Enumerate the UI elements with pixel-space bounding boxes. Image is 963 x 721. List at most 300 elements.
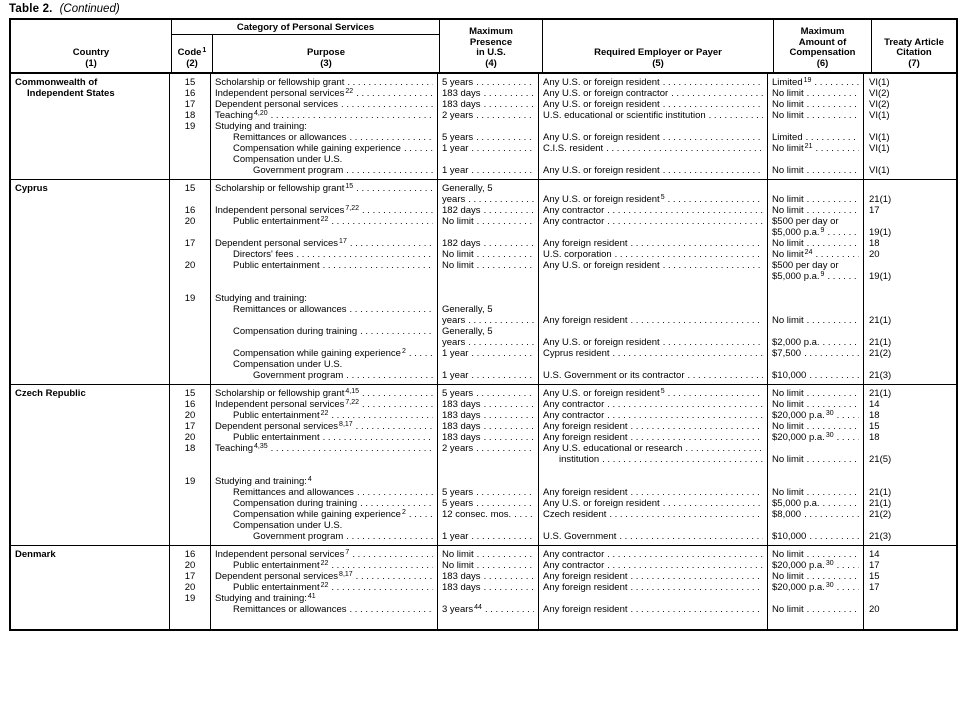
cell-text: VI(1)	[869, 132, 890, 143]
country-name	[11, 121, 169, 132]
leader-dots	[663, 132, 763, 143]
leader-dots	[663, 99, 763, 110]
compensation-cell	[768, 143, 863, 154]
cell-text: Any contractor	[543, 410, 605, 421]
purpose-cell	[211, 183, 437, 194]
compensation-cell	[768, 410, 863, 421]
cell-text: Any U.S. or foreign resident	[543, 498, 660, 509]
presence-header-l3: in U.S.	[476, 47, 506, 58]
cell-text: 15	[869, 421, 880, 432]
purpose-cell	[211, 326, 437, 337]
col-header-presence	[440, 20, 543, 72]
leader-dots	[350, 238, 433, 249]
col-header-purpose	[213, 35, 439, 72]
country-name	[11, 227, 169, 238]
compensation-cell	[768, 121, 863, 132]
country-name	[11, 326, 169, 337]
cell-text: No limit	[772, 454, 804, 465]
cell-text: Public entertainment	[233, 560, 320, 571]
leader-dots	[807, 549, 859, 560]
code-cell	[170, 520, 210, 531]
compensation-cell	[768, 560, 863, 571]
leader-dots	[685, 443, 763, 454]
country-name	[11, 476, 169, 487]
cell-text: No limit	[772, 110, 804, 121]
payer-cell	[539, 154, 767, 165]
cell-text: Dependent personal services	[215, 238, 339, 249]
cell-text: 5 years	[442, 487, 474, 498]
code-cell	[170, 249, 210, 260]
country-name	[11, 399, 169, 410]
leader-dots	[331, 410, 433, 421]
cell-text: Public entertainment	[233, 216, 320, 227]
code-cell	[170, 110, 210, 121]
cell-text: No limit	[772, 399, 804, 410]
country-section	[11, 179, 956, 384]
country-name	[11, 271, 169, 282]
citation-cell	[864, 454, 956, 465]
payer-cell	[539, 205, 767, 216]
leader-dots	[362, 399, 433, 410]
country-name	[11, 410, 169, 421]
presence-cell	[438, 271, 538, 282]
leader-dots	[296, 249, 433, 260]
leader-dots	[804, 509, 859, 520]
leader-dots	[823, 498, 859, 509]
col-compensation	[768, 385, 864, 545]
cell-text: U.S. Government	[543, 531, 617, 542]
cell-text: Any U.S. or foreign resident	[543, 337, 660, 348]
code-cell	[170, 99, 210, 110]
purpose-cell	[211, 88, 437, 99]
leader-dots	[814, 77, 859, 88]
footnote-superscript: 21	[804, 143, 813, 150]
compensation-cell	[768, 432, 863, 443]
cell-text: 20	[869, 249, 880, 260]
compensation-cell	[768, 260, 863, 271]
leader-dots	[809, 531, 859, 542]
presence-cell	[438, 194, 538, 205]
cell-text: Directors' fees	[233, 249, 294, 260]
cell-text: 20	[184, 582, 196, 593]
cell-text: Any U.S. or foreign resident	[543, 132, 660, 143]
col-code	[170, 546, 211, 629]
purpose-cell	[211, 560, 437, 571]
cell-text: U.S. Government or its contractor	[543, 370, 685, 381]
citation-cell	[864, 509, 956, 520]
presence-cell	[438, 454, 538, 465]
citation-cell	[864, 399, 956, 410]
purpose-cell	[211, 337, 437, 348]
cell-text: Cyprus	[15, 183, 48, 194]
purpose-cell	[211, 132, 437, 143]
citation-cell	[864, 359, 956, 370]
citation-header-l2: Citation	[896, 47, 932, 58]
code-cell	[170, 304, 210, 315]
citation-cell	[864, 121, 956, 132]
col-payer	[539, 546, 768, 629]
compensation-cell	[768, 593, 863, 604]
compensation-cell	[768, 531, 863, 542]
compensation-cell	[768, 582, 863, 593]
code-cell	[170, 154, 210, 165]
cell-text: 21(1)	[869, 194, 892, 205]
leader-dots	[346, 531, 433, 542]
leader-dots	[352, 549, 433, 560]
code-header-text: Code	[177, 46, 202, 58]
leader-dots	[484, 432, 534, 443]
cell-text: Public entertainment	[233, 432, 320, 443]
footnote-superscript: 30	[825, 560, 834, 567]
citation-cell	[864, 216, 956, 227]
cell-text: Public entertainment	[233, 260, 320, 271]
cell-text: 183 days	[442, 571, 481, 582]
cell-text: Any foreign resident	[543, 582, 628, 593]
footnote-superscript: 30	[825, 582, 834, 589]
code-cell	[170, 370, 210, 381]
col-purpose	[211, 385, 438, 545]
country-section	[11, 74, 956, 179]
col-compensation	[768, 546, 864, 629]
presence-cell	[438, 205, 538, 216]
presence-cell	[438, 337, 538, 348]
compensation-cell	[768, 110, 863, 121]
citation-cell	[864, 571, 956, 582]
col-payer	[539, 180, 768, 384]
presence-cell	[438, 432, 538, 443]
citation-header-l1: Treaty Article	[884, 36, 944, 48]
cell-text: 21(1)	[869, 487, 892, 498]
leader-dots	[476, 77, 534, 88]
country-name	[11, 443, 169, 454]
compensation-cell	[768, 337, 863, 348]
leader-dots	[404, 143, 433, 154]
country-name	[11, 421, 169, 432]
country-name	[11, 260, 169, 271]
cell-text: 17	[869, 205, 880, 216]
cell-text: No limit	[772, 165, 804, 176]
payer-cell	[539, 99, 767, 110]
cell-text: VI(2)	[869, 99, 890, 110]
country-name	[11, 454, 169, 465]
cell-text: 17	[184, 421, 196, 432]
cell-text: 19	[184, 293, 196, 304]
payer-cell	[539, 249, 767, 260]
code-cell	[170, 238, 210, 249]
cell-text: 1 year	[442, 348, 469, 359]
citation-cell	[864, 337, 956, 348]
leader-dots	[837, 432, 859, 443]
cell-text: $7,500	[772, 348, 802, 359]
cell-text: Independent personal services	[215, 399, 345, 410]
leader-dots	[631, 582, 764, 593]
footnote-superscript: 30	[825, 432, 834, 439]
cell-text: $500 per day or	[772, 260, 839, 271]
country-section	[11, 545, 956, 629]
leader-dots	[807, 88, 859, 99]
leader-dots	[631, 432, 764, 443]
cell-text: Teaching	[215, 110, 254, 121]
presence-cell	[438, 143, 538, 154]
code-cell	[170, 421, 210, 432]
payer-cell	[539, 88, 767, 99]
purpose-cell	[211, 399, 437, 410]
code-cell	[170, 454, 210, 465]
payer-cell	[539, 582, 767, 593]
leader-dots	[807, 571, 859, 582]
payer-cell	[539, 227, 767, 238]
compensation-cell	[768, 77, 863, 88]
leader-dots	[477, 549, 534, 560]
code-cell	[170, 227, 210, 238]
citation-cell	[864, 282, 956, 293]
presence-header-l2: Presence	[469, 36, 513, 48]
code-cell	[170, 326, 210, 337]
compensation-cell	[768, 370, 863, 381]
col-code	[170, 385, 211, 545]
footnote-superscript: 19	[803, 77, 812, 84]
citation-cell	[864, 370, 956, 381]
cell-text: Any foreign resident	[543, 238, 628, 249]
compensation-cell	[768, 183, 863, 194]
cell-text: 14	[869, 399, 880, 410]
cell-text: No limit	[442, 249, 474, 260]
compensation-cell	[768, 476, 863, 487]
payer-cell	[539, 615, 767, 626]
country-name	[11, 337, 169, 348]
country-name	[11, 359, 169, 370]
citation-cell	[864, 293, 956, 304]
compensation-cell	[768, 388, 863, 399]
footnote-superscript: 44	[474, 604, 482, 611]
col-purpose	[211, 546, 438, 629]
cell-text: Government program	[253, 531, 344, 542]
leader-dots	[807, 454, 859, 465]
cell-text: Compensation while gaining experience	[233, 143, 401, 154]
cell-text: Any U.S. or foreign resident	[543, 260, 660, 271]
presence-header-num: (4)	[485, 57, 497, 69]
cell-text: 16	[184, 399, 196, 410]
country-name	[11, 238, 169, 249]
cell-text: $20,000 p.a.	[772, 560, 825, 571]
presence-cell	[438, 315, 538, 326]
purpose-cell	[211, 370, 437, 381]
purpose-cell	[211, 571, 437, 582]
payer-cell	[539, 143, 767, 154]
country-name	[11, 582, 169, 593]
compensation-header-num: (6)	[816, 57, 829, 69]
country-name	[11, 99, 169, 110]
citation-cell	[864, 88, 956, 99]
purpose-cell	[211, 238, 437, 249]
purpose-cell	[211, 443, 437, 454]
cell-text: 1 year	[442, 143, 469, 154]
compensation-cell	[768, 249, 863, 260]
col-citation	[864, 385, 956, 545]
cell-text: 16	[184, 88, 196, 99]
presence-cell	[438, 88, 538, 99]
cell-text: Compensation under U.S.	[233, 359, 343, 370]
payer-header-num: (5)	[652, 57, 664, 69]
cell-text: No limit	[772, 249, 804, 260]
leader-dots	[668, 194, 763, 205]
cell-text: 20	[869, 604, 880, 615]
leader-dots	[331, 560, 433, 571]
country-name	[11, 509, 169, 520]
purpose-cell	[211, 143, 437, 154]
leader-dots	[663, 260, 763, 271]
cell-text: No limit	[772, 487, 804, 498]
compensation-cell	[768, 615, 863, 626]
cell-text: U.S. corporation	[543, 249, 612, 260]
presence-cell	[438, 304, 538, 315]
leader-dots	[476, 110, 534, 121]
country-name	[11, 304, 169, 315]
presence-cell	[438, 465, 538, 476]
payer-cell	[539, 571, 767, 582]
cell-text: 18	[184, 110, 196, 121]
code-cell	[170, 432, 210, 443]
cell-text: Studying and training:	[215, 476, 307, 487]
cell-text: Any U.S. or foreign contractor	[543, 88, 669, 99]
cell-text: years	[442, 194, 466, 205]
code-cell	[170, 260, 210, 271]
cell-text: Any U.S. or foreign resident	[543, 99, 660, 110]
leader-dots	[476, 487, 534, 498]
leader-dots	[807, 165, 859, 176]
table-number: Table 2.	[9, 3, 53, 15]
footnote-superscript: 17	[339, 238, 347, 245]
country-name	[11, 205, 169, 216]
citation-cell	[864, 143, 956, 154]
citation-cell	[864, 110, 956, 121]
compensation-cell	[768, 304, 863, 315]
presence-cell	[438, 560, 538, 571]
country-name	[11, 88, 169, 99]
cell-text: 183 days	[442, 88, 481, 99]
col-payer	[539, 74, 768, 179]
category-subheaders	[172, 35, 439, 72]
citation-cell	[864, 271, 956, 282]
cell-text: 20	[184, 560, 196, 571]
cell-text: Remittances or allowances	[233, 304, 347, 315]
citation-header-num: (7)	[908, 57, 920, 69]
cell-text: Generally, 5	[442, 326, 493, 337]
presence-cell	[438, 165, 538, 176]
presence-cell	[438, 549, 538, 560]
citation-cell	[864, 421, 956, 432]
col-code	[170, 180, 211, 384]
leader-dots	[619, 531, 763, 542]
code-cell	[170, 531, 210, 542]
continued-label: (Continued)	[59, 3, 120, 15]
country-name	[11, 487, 169, 498]
cell-text: Any contractor	[543, 560, 605, 571]
citation-cell	[864, 465, 956, 476]
compensation-header-l2: Amount of	[798, 36, 847, 48]
payer-cell	[539, 194, 767, 205]
cell-text: 17	[869, 582, 880, 593]
purpose-header-label: Purpose	[306, 47, 345, 58]
leader-dots	[477, 249, 534, 260]
leader-dots	[476, 498, 534, 509]
cell-text: 17	[184, 571, 196, 582]
leader-dots	[471, 165, 534, 176]
compensation-cell	[768, 421, 863, 432]
presence-cell	[438, 531, 538, 542]
citation-cell	[864, 165, 956, 176]
compensation-cell	[768, 216, 863, 227]
leader-dots	[806, 132, 859, 143]
leader-dots	[468, 194, 534, 205]
country-name	[11, 465, 169, 476]
presence-cell	[438, 77, 538, 88]
citation-cell	[864, 304, 956, 315]
cell-text: No limit	[442, 560, 474, 571]
presence-cell	[438, 410, 538, 421]
leader-dots	[477, 216, 534, 227]
compensation-cell	[768, 205, 863, 216]
code-cell	[170, 88, 210, 99]
leader-dots	[323, 432, 433, 443]
leader-dots	[631, 571, 764, 582]
cell-text: Dependent personal services	[215, 571, 339, 582]
country-name	[11, 165, 169, 176]
col-header-category	[172, 20, 440, 72]
country-name	[11, 315, 169, 326]
page-title	[9, 3, 120, 15]
country-name	[11, 604, 169, 615]
footnote-superscript: 4,20	[254, 110, 268, 117]
cell-text: 183 days	[442, 582, 481, 593]
citation-cell	[864, 227, 956, 238]
cell-text: 21(3)	[869, 370, 892, 381]
footnote-superscript: 22	[345, 88, 354, 95]
code-cell	[170, 487, 210, 498]
cell-text: U.S. educational or scientific institution	[543, 110, 706, 121]
treaty-table	[9, 18, 958, 631]
payer-cell	[539, 337, 767, 348]
code-cell	[170, 571, 210, 582]
leader-dots	[476, 388, 534, 399]
compensation-header-l3: Compensation	[789, 47, 856, 58]
leader-dots	[356, 88, 433, 99]
country-name	[11, 498, 169, 509]
payer-cell	[539, 165, 767, 176]
payer-cell	[539, 593, 767, 604]
leader-dots	[476, 132, 534, 143]
citation-cell	[864, 498, 956, 509]
cell-text: 182 days	[442, 238, 481, 249]
cell-text: No limit	[772, 88, 804, 99]
presence-cell	[438, 487, 538, 498]
col-purpose	[211, 180, 438, 384]
cell-text: 183 days	[442, 410, 481, 421]
cell-text: Compensation under U.S.	[233, 154, 343, 165]
citation-cell	[864, 77, 956, 88]
code-header-footnote: 1	[202, 47, 207, 54]
purpose-cell	[211, 604, 437, 615]
citation-cell	[864, 132, 956, 143]
code-cell	[170, 549, 210, 560]
leader-dots	[602, 454, 763, 465]
purpose-cell	[211, 531, 437, 542]
presence-cell	[438, 348, 538, 359]
leader-dots	[668, 388, 763, 399]
purpose-cell	[211, 260, 437, 271]
payer-cell	[539, 410, 767, 421]
purpose-cell	[211, 194, 437, 205]
